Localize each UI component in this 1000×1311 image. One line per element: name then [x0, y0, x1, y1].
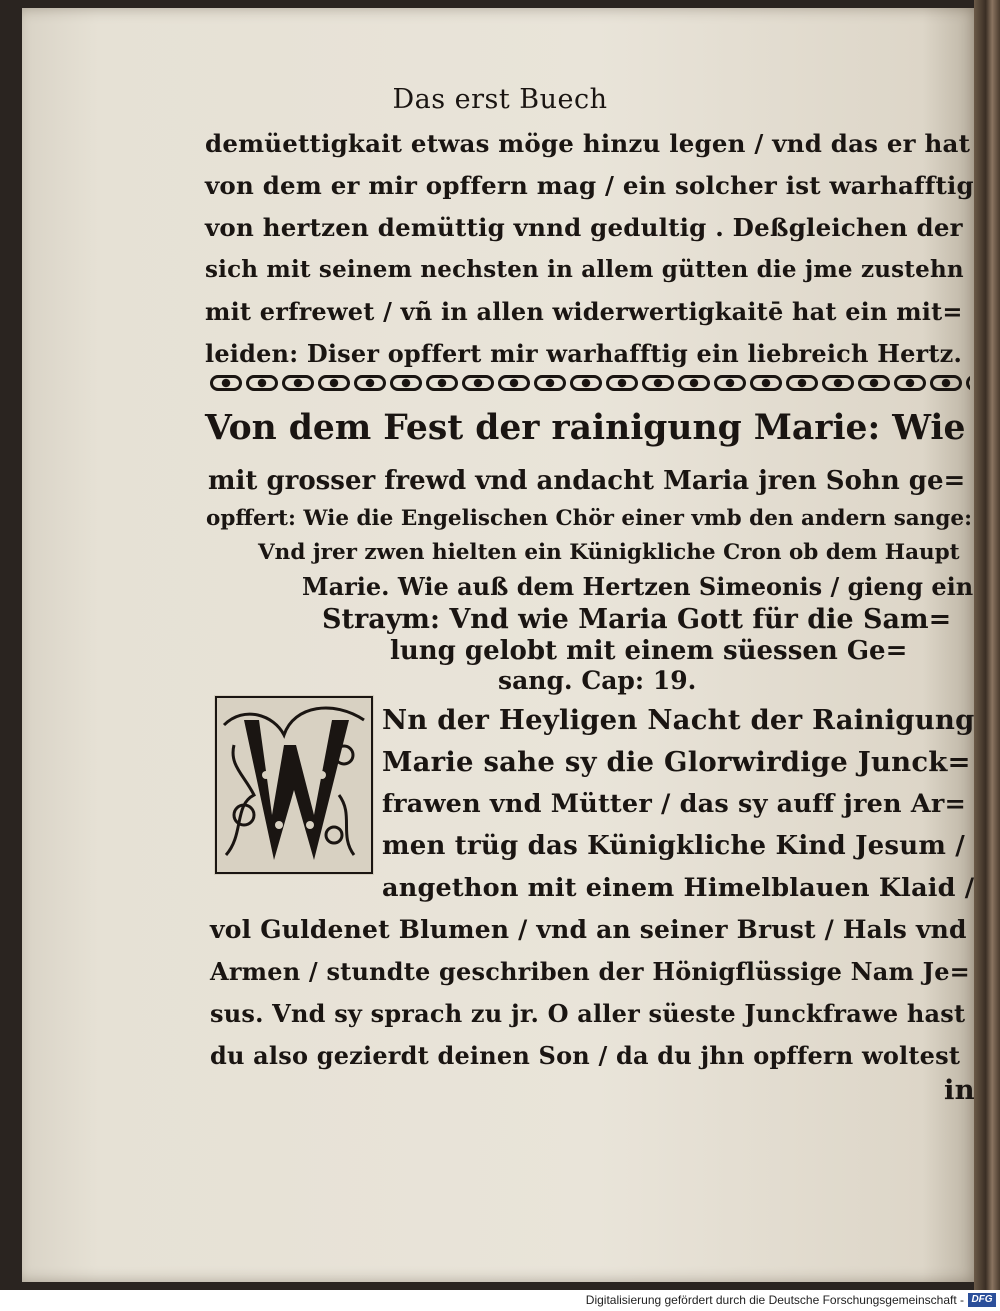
text-line: von hertzen demüttig vnnd gedultig . Deßgleichen der — [205, 213, 963, 242]
heading-line: lung gelobt mit einem süessen Ge= — [390, 636, 908, 666]
text-line: leiden: Diser opffert mir warhafftig ein liebreich Hertz. — [205, 339, 963, 368]
running-head: Das erst Buech — [392, 84, 608, 115]
catchword: in — [944, 1074, 975, 1106]
text-line: angethon mit einem Himelblauen Klaid / — [382, 873, 975, 903]
ornamental-rule — [210, 372, 970, 394]
heading-line: Vnd jrer zwen hielten ein Künigkliche Cron ob dem Haupt — [258, 540, 960, 565]
text-line: von dem er mir opffern mag / ein solcher ist warhafftig — [205, 171, 974, 200]
text-line: vol Guldenet Blumen / vnd an seiner Brust / Hals vnd — [210, 915, 967, 944]
heading-line: mit grosser frewd vnd andacht Maria jren Sohn ge= — [208, 466, 966, 496]
text-line: Marie sahe sy die Glorwirdige Junck= — [382, 746, 971, 778]
decorated-initial-w-icon — [214, 695, 374, 875]
text-line: sich mit seinem nechsten in allem gütten die jme zustehn — [205, 256, 964, 283]
text-line: men trüg das Künigkliche Kind Jesum / — [382, 831, 966, 861]
text-line: Nn der Heyligen Nacht der Rainigung — [382, 704, 975, 736]
dfg-logo: DFG — [968, 1293, 996, 1307]
text-line: du also gezierdt deinen Son / da du jhn opffern woltest — [210, 1041, 961, 1070]
text-line: sus. Vnd sy sprach zu jr. O aller süeste Junckfrawe hast — [210, 999, 966, 1028]
chapter-number: sang. Cap: 19. — [498, 666, 697, 695]
funding-credit: Digitalisierung gefördert durch die Deutsche Forschungsgemeinschaft - — [585, 1293, 964, 1307]
text-line: demüettigkait etwas möge hinzu legen / vnd das er hat — [205, 129, 971, 158]
text-line: mit erfrewet / vñ in allen widerwertigkaitē hat ein mit= — [205, 297, 963, 326]
text-line: frawen vnd Mütter / das sy auff jren Ar= — [382, 789, 967, 819]
heading-line: Marie. Wie auß dem Hertzen Simeonis / gieng ein — [302, 572, 974, 601]
chapter-title: Von dem Fest der rainigung Marie: Wie — [205, 408, 966, 448]
heading-line: Straym: Vnd wie Maria Gott für die Sam= — [322, 604, 952, 635]
footer-bar — [0, 1290, 1000, 1311]
heading-line: opffert: Wie die Engelischen Chör einer vmb den andern sange: — [206, 506, 973, 531]
text-line: Armen / stundte geschriben der Hönigflüssige Nam Je= — [210, 957, 970, 986]
